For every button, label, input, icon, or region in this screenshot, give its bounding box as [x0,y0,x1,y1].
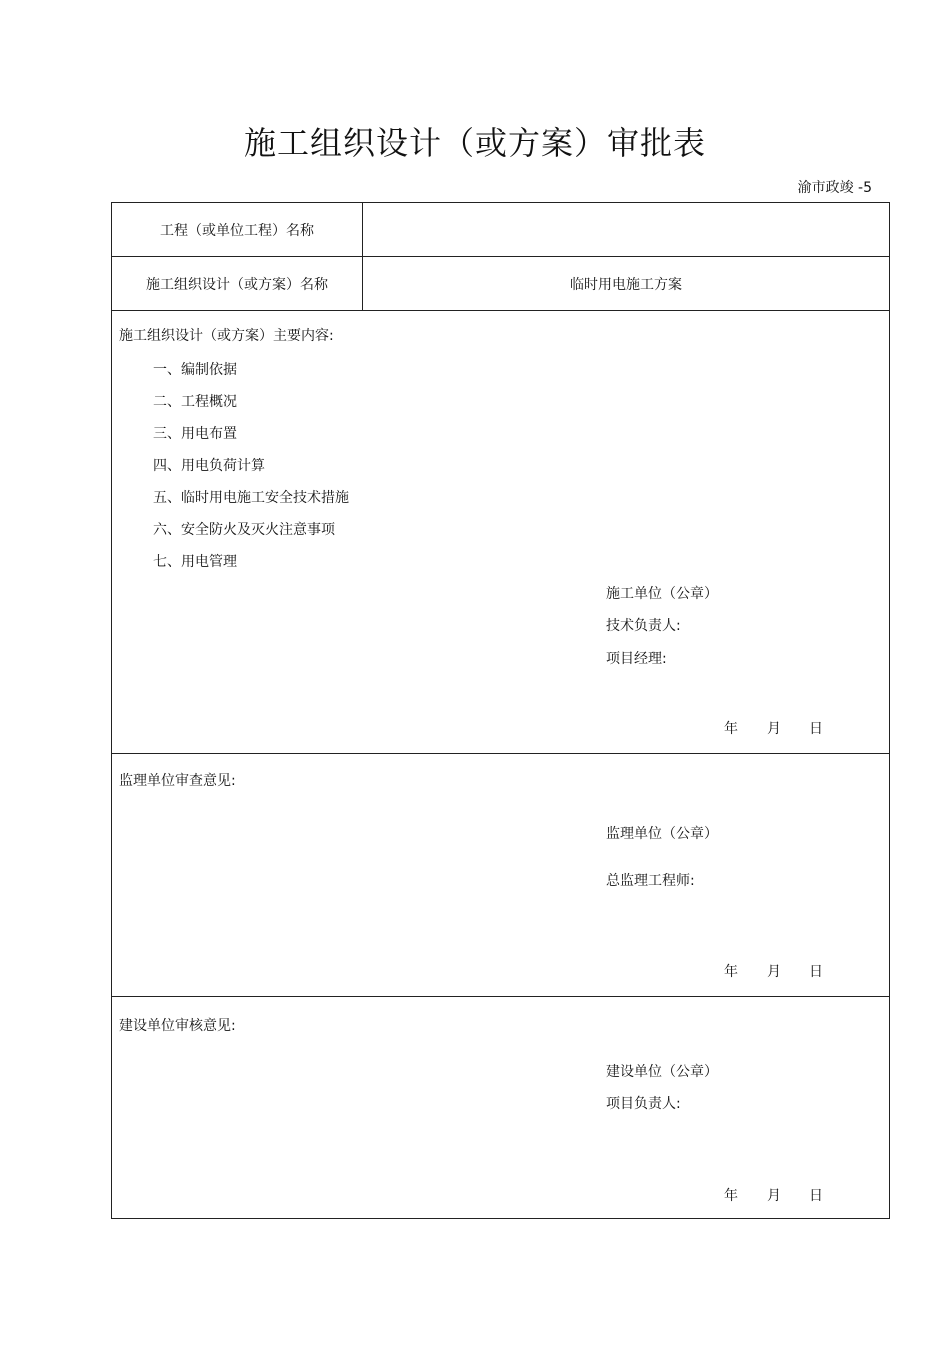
content-item: 四、用电负荷计算 [153,458,265,474]
date-day: 日 [809,1188,823,1204]
project-name-label: 工程（或单位工程）名称 [112,203,363,256]
date-month: 月 [767,1188,781,1204]
tech-lead-label: 技术负责人: [606,618,681,634]
date-month: 月 [767,721,781,737]
plan-name-label: 施工组织设计（或方案）名称 [112,257,363,310]
date-day: 日 [809,721,823,737]
project-manager-label: 项目经理: [606,651,667,667]
owner-heading: 建设单位审核意见: [119,1018,236,1034]
owner-section [112,997,889,1218]
supervision-heading: 监理单位审查意见: [119,773,236,789]
content-item: 五、临时用电施工安全技术措施 [153,490,349,506]
form-code: 渝市政竣 -5 [797,180,872,196]
owner-seal-label: 建设单位（公章） [606,1064,718,1080]
date-year: 年 [724,1188,738,1204]
content-heading: 施工组织设计（或方案）主要内容: [119,328,334,344]
project-name-row [112,203,889,257]
date-year: 年 [724,721,738,737]
date-year: 年 [724,964,738,980]
project-name-value[interactable] [363,203,889,256]
supervisor-seal-label: 监理单位（公章） [606,826,718,842]
date-day: 日 [809,964,823,980]
content-item: 七、用电管理 [153,554,237,570]
content-item: 三、用电布置 [153,426,237,442]
plan-name-row [112,257,889,311]
supervision-section [112,754,889,997]
chief-engineer-label: 总监理工程师: [606,873,695,889]
contractor-seal-label: 施工单位（公章） [606,586,718,602]
plan-name-value[interactable]: 临时用电施工方案 [570,276,682,293]
owner-lead-label: 项目负责人: [606,1096,681,1112]
content-section [112,311,889,754]
page-title: 施工组织设计（或方案）审批表 [243,124,706,162]
content-item: 一、编制依据 [153,362,237,378]
approval-form [111,202,890,1219]
content-item: 二、工程概况 [153,394,237,410]
content-item: 六、安全防火及灭火注意事项 [153,522,335,538]
date-month: 月 [767,964,781,980]
